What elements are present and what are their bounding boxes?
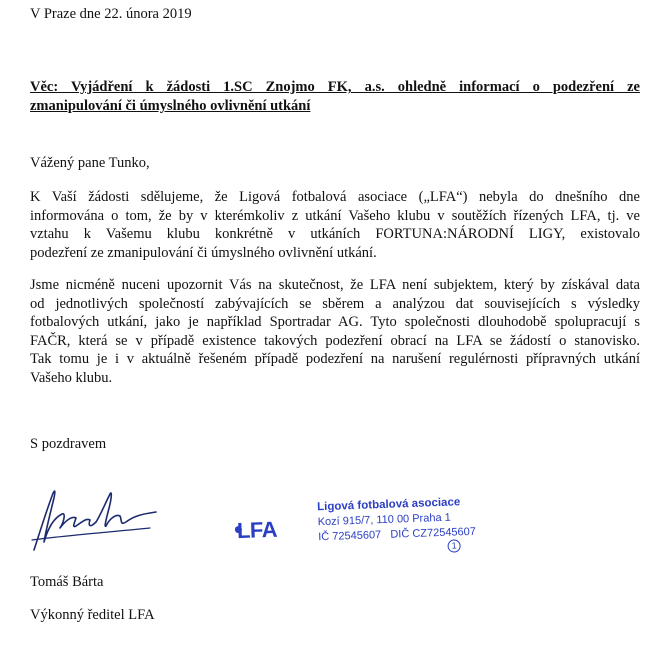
date-line: V Praze dne 22. února 2019: [30, 6, 192, 22]
paragraph-2-line: Jsme nicméně nuceni upozornit Vás na skutečnost, že LFA není subjektem, který by získával data: [30, 277, 640, 293]
paragraph-1-line: informována o tom, že by v kterémkoliv z utkání Vašeho klubu v soutěžích řízených LFA, tj. ve: [30, 207, 640, 224]
closing: S pozdravem: [30, 436, 107, 452]
stamp-address: Kozí 915/7, 110 00 Praha 1: [317, 511, 451, 529]
company-stamp: [234, 496, 476, 564]
paragraph-2-line: Tak tomu je i v aktuálně řešeném případě podezření na narušení regulérnosti přípravných utkání: [30, 351, 640, 368]
paragraph-1-line: podezření ze zmanipulování či úmyslného ovlivnění utkání.: [30, 244, 377, 261]
signer-title: Výkonný ředitel LFA: [30, 607, 155, 623]
paragraph-1: [30, 188, 640, 262]
subject-line-1: Věc: Vyjádření k žádosti 1.SC Znojmo FK, a.s. ohledně informací o podezření ze: [30, 79, 640, 95]
stamp-ids: IČ 72545607 DIČ CZ72545607: [318, 525, 477, 544]
stamp-number: 1: [447, 539, 460, 552]
handwritten-signature: [30, 478, 160, 553]
paragraph-2-line: od jednotlivých společností zabývajících se sběrem a analýzou dat souvisejících s výsledky: [30, 295, 640, 312]
salutation: Vážený pane Tunko,: [30, 155, 150, 171]
subject-line-2: zmanipulování či úmyslného ovlivnění utkání: [30, 98, 311, 114]
paragraph-1-line: vztahu k Vašemu klubu konkrétně v utkáních FORTUNA:NÁRODNÍ LIGY, existovalo: [30, 226, 640, 243]
paragraph-2-line: Vašeho klubu.: [30, 369, 113, 386]
paragraph-2: [30, 276, 640, 388]
paragraph-2-line: fotbalových utkání, jako je například Sportradar AG. Tyto společnosti dlouhodobě spolupracují s: [30, 314, 640, 331]
signer-name: Tomáš Bárta: [30, 574, 104, 590]
stamp-logo: LFA: [236, 516, 278, 544]
paragraph-1-line: K Vaší žádosti sdělujeme, že Ligová fotbalová asociace („LFA“) nebyla do dnešního dne: [30, 189, 640, 205]
paragraph-2-line: FAČR, která se v případě existence takových podezření obrací na LFA se žádostí o stanovisko.: [30, 332, 640, 349]
stamp-organization: Ligová fotbalová asociace: [316, 496, 461, 514]
